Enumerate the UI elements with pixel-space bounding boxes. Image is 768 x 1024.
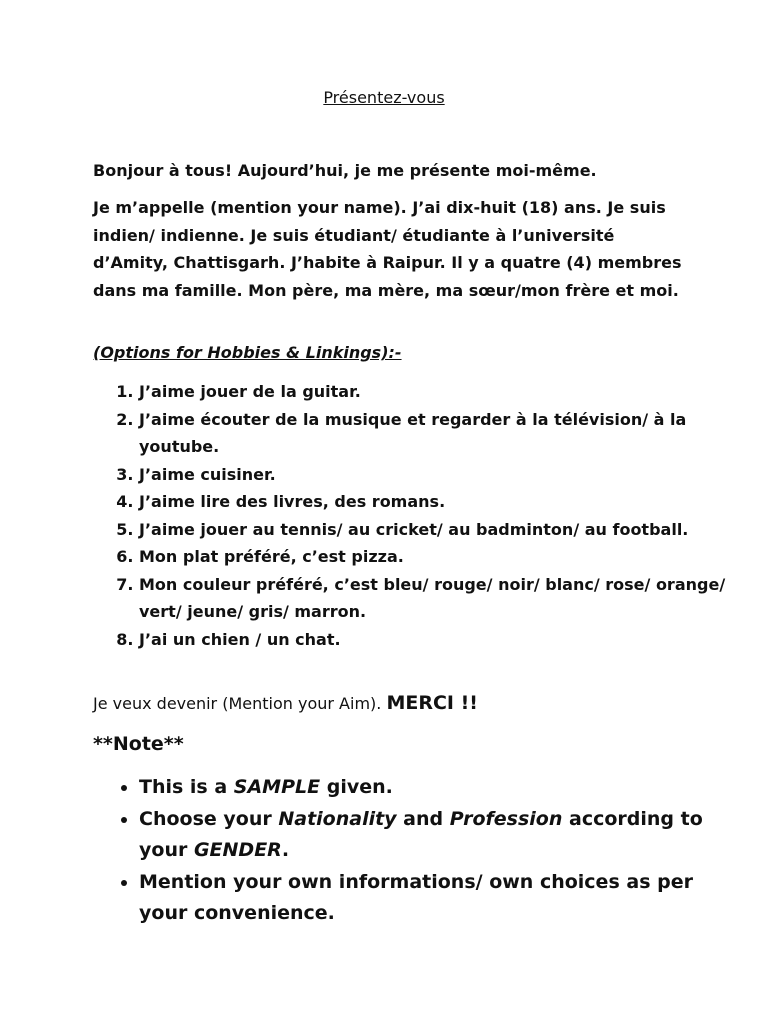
- list-item: 2. J’aime écouter de la musique et regarder à la télévision/ à la youtube.: [139, 406, 729, 461]
- note-text: Mention your own informations/ own choices as per your convenience.: [139, 870, 693, 924]
- note-text: and: [396, 807, 450, 830]
- note-text: according to your: [139, 807, 703, 861]
- list-item: 5. J’aime jouer au tennis/ au cricket/ au badminton/ au football.: [139, 516, 729, 544]
- list-item: [139, 804, 739, 867]
- note-emphasis: Profession: [449, 807, 563, 830]
- list-item: 6. Mon plat préféré, c’est pizza.: [139, 543, 729, 571]
- list-item: 7. Mon couleur préféré, c’est bleu/ rouge/ noir/ blanc/ rose/ orange/ vert/ jeune/ gris/ marron.: [139, 571, 729, 626]
- intro-paragraph: Je m’appelle (mention your name). J’ai dix-huit (18) ans. Je suis indien/ indienne. Je suis étudiant/ étudiante à l’université d’Amity, Chattisgarh. J’habite à Raipur. Il y a quatre (4) membres dans ma famille. Mon père, ma mère, ma sœur/mon frère et moi.: [93, 198, 682, 300]
- list-item: [139, 867, 739, 930]
- note-text: Choose your: [139, 807, 279, 830]
- note-heading: **Note**: [93, 733, 184, 755]
- note-emphasis: GENDER: [193, 839, 282, 861]
- list-item: [139, 772, 739, 804]
- hobby-list: [93, 378, 729, 653]
- options-heading: (Options for Hobbies & Linkings):-: [93, 343, 402, 362]
- aim-line: [93, 692, 478, 714]
- list-item: 4. J’aime lire des livres, des romans.: [139, 488, 729, 516]
- note-list: [93, 772, 739, 930]
- note-emphasis: SAMPLE: [233, 776, 321, 798]
- merci-text: MERCI !!: [386, 692, 478, 714]
- note-text: .: [281, 839, 290, 861]
- greeting-paragraph: Bonjour à tous! Aujourd’hui, je me présente moi-même.: [93, 161, 597, 180]
- note-text: This is a: [139, 776, 234, 798]
- page-title: Présentez-vous: [323, 88, 445, 107]
- list-item: 3. J’aime cuisiner.: [139, 461, 729, 489]
- aim-text: Je veux devenir (Mention your Aim).: [93, 694, 387, 713]
- list-item: 1. J’aime jouer de la guitar.: [139, 378, 729, 406]
- note-emphasis: Nationality: [278, 807, 397, 830]
- note-text: given.: [320, 776, 393, 798]
- list-item: 8. J’ai un chien / un chat.: [139, 626, 729, 654]
